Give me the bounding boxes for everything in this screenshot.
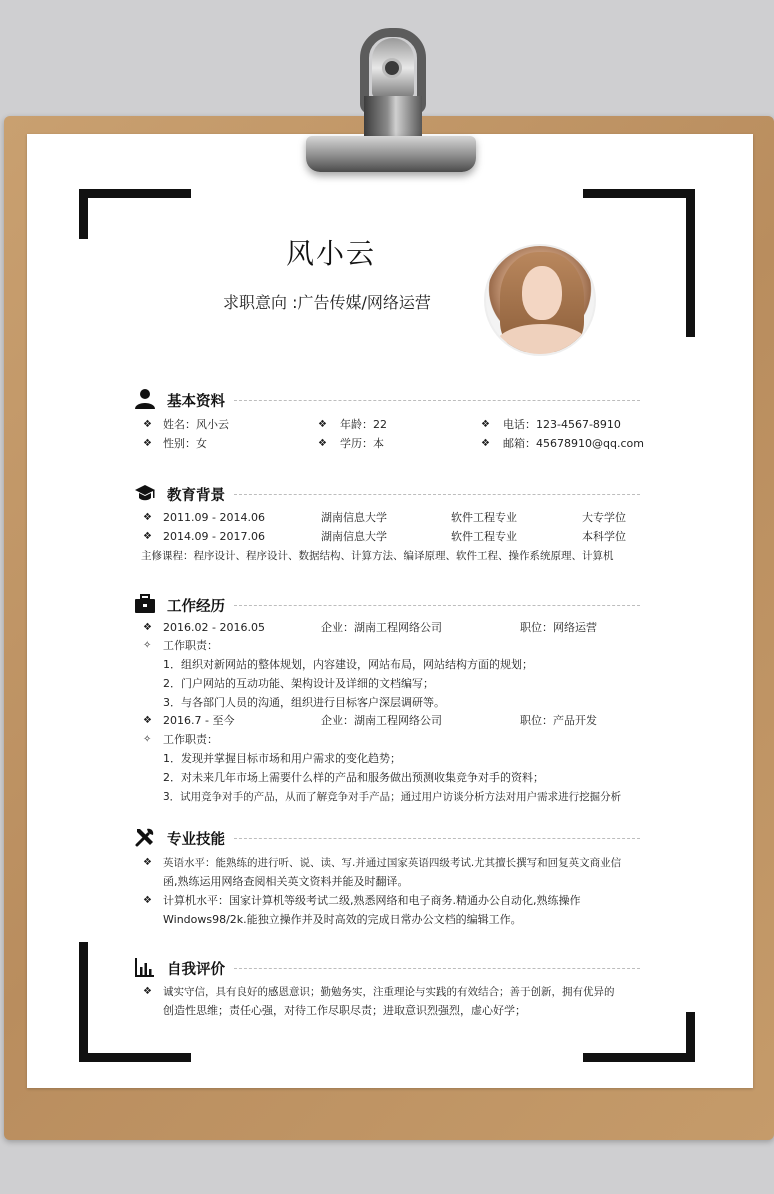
skill-computer: 计算机水平：国家计算机等级考试二级,熟悉网络和电子商务.精通办公自动化,熟练操作 <box>163 894 581 907</box>
corner-bracket-top-left-v <box>79 189 88 239</box>
section-divider <box>234 968 640 969</box>
bullet-diamond: ❖ <box>481 438 490 449</box>
job-position: 职位：网络运营 <box>520 621 597 634</box>
job-date: 2016.7 - 至今 <box>163 714 235 727</box>
section-divider <box>234 838 640 839</box>
job-duty: 3．试用竞争对手的产品，从而了解竞争对手产品；通过用户访谈分析方法对用户需求进行挖掘分析 <box>163 791 622 803</box>
edu-major: 软件工程专业 <box>451 511 517 524</box>
bullet-diamond: ❖ <box>143 531 152 542</box>
self-eval-line: 诚实守信，具有良好的感恩意识；勤勉务实，注重理论与实践的有效结合；善于创新，拥有优异的 <box>163 986 615 998</box>
skill-english-cont: 函,熟练运用网络查阅相关英文资料并能及时翻译。 <box>163 875 409 888</box>
bullet-diamond: ❖ <box>143 512 152 523</box>
bullet-diamond: ❖ <box>143 438 152 449</box>
bullet-diamond: ❖ <box>318 419 327 430</box>
section-self-eval <box>134 956 640 980</box>
edu-major: 软件工程专业 <box>451 530 517 543</box>
section-title: 教育背景 <box>167 488 225 504</box>
person-icon <box>134 388 156 410</box>
skill-computer-cont: Windows98/2k.能独立操作并及时高效的完成日常办公文档的编辑工作。 <box>163 913 522 926</box>
binder-clip-hole <box>382 58 402 78</box>
section-basic-info <box>134 388 640 412</box>
section-divider <box>234 494 640 495</box>
corner-bracket-top-right-h <box>583 189 695 198</box>
tools-icon <box>134 826 156 848</box>
job-duty-label: 工作职责： <box>163 639 218 652</box>
binder-clip-base <box>306 136 476 172</box>
section-divider <box>234 605 640 606</box>
job-duty: 2．门户网站的互动功能、架构设计及详细的文档编写； <box>163 677 434 690</box>
edu-level: 本科学位 <box>582 530 626 543</box>
corner-bracket-bottom-left-v <box>79 942 88 1062</box>
bullet-diamond: ❖ <box>143 715 152 726</box>
field-degree: 学历：本 <box>340 437 384 450</box>
corner-bracket-bottom-left-h <box>79 1053 191 1062</box>
field-age: 年龄：22 <box>340 418 387 431</box>
section-education <box>134 482 640 506</box>
corner-bracket-bottom-right-h <box>583 1053 695 1062</box>
job-company: 企业：湖南工程网络公司 <box>321 621 442 634</box>
job-duty: 1．组织对新网站的整体规划，内容建设，网站布局，网站结构方面的规划； <box>163 658 533 671</box>
job-duty-label: 工作职责： <box>163 733 218 746</box>
job-duty: 3．与各部门人员的沟通，组织进行目标客户深层调研等。 <box>163 696 445 709</box>
bullet-diamond: ❖ <box>318 438 327 449</box>
briefcase-icon <box>134 593 156 615</box>
section-title: 基本资料 <box>167 394 225 410</box>
section-title: 专业技能 <box>167 832 225 848</box>
bullet-star: ✧ <box>143 734 152 745</box>
field-email: 邮箱：45678910@qq.com <box>503 437 644 450</box>
edu-school: 湖南信息大学 <box>321 511 387 524</box>
bullet-diamond: ❖ <box>143 986 152 997</box>
job-duty: 1．发现并掌握目标市场和用户需求的变化趋势； <box>163 752 401 765</box>
section-divider <box>234 400 640 401</box>
bullet-diamond: ❖ <box>143 622 152 633</box>
self-eval-line: 创造性思维；责任心强，对待工作尽职尽责；进取意识烈强烈，虚心好学； <box>163 1004 526 1017</box>
section-title: 工作经历 <box>167 599 225 615</box>
section-skills <box>134 826 640 850</box>
avatar-photo <box>484 244 596 356</box>
job-company: 企业：湖南工程网络公司 <box>321 714 442 727</box>
field-phone: 电话：123-4567-8910 <box>503 418 621 431</box>
corner-bracket-top-left-h <box>79 189 191 198</box>
skill-english: 英语水平：能熟练的进行听、说、读、写.并通过国家英语四级考试.尤其擅长撰写和回复英文商业信 <box>163 857 622 869</box>
bullet-diamond: ❖ <box>143 895 152 906</box>
graduation-cap-icon <box>134 482 156 504</box>
job-duty: 2．对未来几年市场上需要什么样的产品和服务做出预测收集竞争对手的资料； <box>163 771 544 784</box>
edu-level: 大专学位 <box>582 511 626 524</box>
bullet-star: ✧ <box>143 640 152 651</box>
job-date: 2016.02 - 2016.05 <box>163 621 265 634</box>
candidate-name: 风小云 <box>286 237 377 270</box>
edu-date: 2014.09 - 2017.06 <box>163 530 265 543</box>
edu-school: 湖南信息大学 <box>321 530 387 543</box>
edu-courses: 主修课程：程序设计、程序设计、数据结构、计算方法、编译原理、软件工程、操作系统原理、计算机 <box>141 550 614 562</box>
bar-chart-icon <box>134 956 156 978</box>
bullet-diamond: ❖ <box>481 419 490 430</box>
field-gender: 性别：女 <box>163 437 207 450</box>
section-title: 自我评价 <box>167 962 225 978</box>
bullet-diamond: ❖ <box>143 419 152 430</box>
section-work <box>134 593 640 617</box>
job-intent: 求职意向 :广告传媒/网络运营 <box>223 293 431 312</box>
field-name: 姓名：风小云 <box>163 418 229 431</box>
edu-date: 2011.09 - 2014.06 <box>163 511 265 524</box>
job-position: 职位：产品开发 <box>520 714 597 727</box>
bullet-diamond: ❖ <box>143 857 152 868</box>
corner-bracket-top-right-v <box>686 189 695 337</box>
